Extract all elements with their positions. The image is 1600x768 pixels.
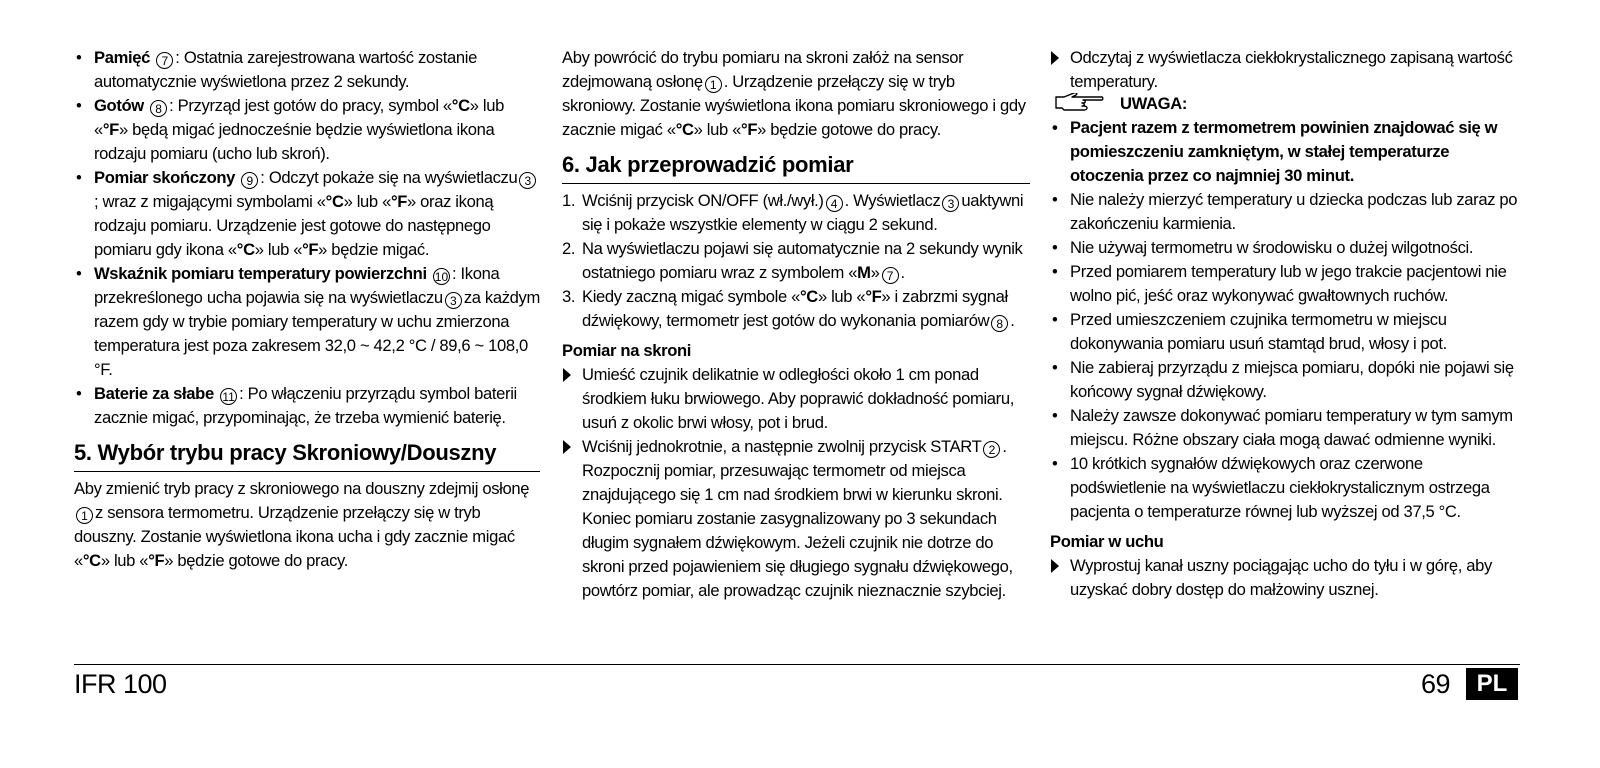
item-title: Pamięć — [94, 48, 151, 67]
warning-text: Należy zawsze dokonywać pomiaru temperatury w tym samym miejscu. Różne obszary ciała mogą dawać odmienne wyniki. — [1070, 406, 1513, 449]
list-item-memory — [74, 46, 540, 94]
warning-item — [1050, 188, 1518, 236]
page-number: 69 — [1420, 669, 1450, 699]
paragraph-text: » lub « — [100, 551, 149, 570]
item-title: Pomiar skończony — [94, 168, 236, 187]
item-title: Gotów — [94, 96, 144, 115]
fahrenheit-symbol: °F — [390, 192, 408, 211]
bullet: • — [1052, 310, 1058, 329]
warning-text: Przed pomiarem temperatury lub w jego trakcie pacjentowi nie wolno pić, jeść oraz wykonywać gwałtownych ruchów. — [1070, 262, 1507, 305]
callout-number: 11 — [220, 388, 237, 405]
step-text: uaktywni się i pokaże wszystkie elementy w ciągu 2 sekund. — [582, 191, 1024, 234]
callout-number: 2 — [983, 441, 1000, 458]
bullet: • — [1052, 262, 1058, 281]
instruction-text: Umieść czujnik delikatnie w odległości około 1 cm ponad środkiem łuku brwiowego. Aby poprawić dokładność pomiaru, usuń z okolic brwi włosy, pot i brud. — [582, 365, 1014, 432]
celsius-symbol: °C — [236, 240, 255, 259]
temple-mode-paragraph — [562, 46, 1030, 142]
warning-text: Nie używaj termometru w środowisku o dużej wilgotności. — [1070, 238, 1474, 257]
bullet: • — [1052, 406, 1058, 425]
item-text: » lub « — [94, 96, 504, 139]
memory-symbol: M — [857, 263, 871, 282]
item-text: : Ostatnia zarejestrowana wartość zostanie automatycznie wyświetlona przez 2 sekundy. — [94, 48, 477, 91]
warning-item — [1050, 308, 1518, 356]
column-middle — [562, 46, 1030, 603]
callout-number: 3 — [519, 172, 536, 189]
bullet: • — [1052, 454, 1058, 473]
paragraph-text: » będzie gotowe do pracy. — [164, 551, 349, 570]
item-text: : Ikona przekreślonego ucha pojawia się na wyświetlaczu — [94, 264, 500, 307]
callout-number: 4 — [826, 195, 843, 212]
arrow-right-icon — [1051, 559, 1059, 573]
bullet: • — [76, 168, 82, 187]
step-text: . — [900, 263, 905, 282]
column-right — [1050, 46, 1518, 602]
bullet: • — [1052, 118, 1058, 137]
warning-text: Pacjent razem z termometrem powinien znajdować się w pomieszczeniu zamkniętym, w stałej temperaturze otoczenia przez co najmniej 30 minut. — [1070, 118, 1498, 185]
bullet: • — [1052, 358, 1058, 377]
step-text: » i zabrzmi sygnał dźwiękowy, termometr jest gotów do wykonania pomiarów — [582, 287, 1008, 330]
item-text: » będą migać jednocześnie będzie wyświetlona ikona rodzaju pomiaru (ucho lub skroń). — [94, 120, 495, 163]
instruction-item — [562, 435, 1030, 603]
instruction-text: . Rozpocznij pomiar, przesuwając termometr od miejsca znajdującego się 1 cm nad środkiem brwi w kierunku skroni. Koniec pomiaru zostanie zasygnalizowany po 3 sekundach długim sygnałem dźwiękowym. Jeżeli czujnik nie dotrze do skroni przed pojawieniem się długiego sygnału dźwiękowego, powtórz pomiar, ale prowadząc czujnik nieznacznie szybciej. — [582, 437, 1013, 600]
item-text: za każdym razem gdy w trybie pomiary temperatury w uchu zmierzona temperatura jest poza zakresem 32,0 ~ 42,2 °C / 89,6 ~ 108,0 °F. — [94, 288, 540, 379]
paragraph-text: » będzie gotowe do pracy. — [757, 120, 941, 139]
step-text: . Wyświetlacz — [844, 191, 941, 210]
step-text: Na wyświetlaczu pojawi się automatycznie na 2 sekundy wynik ostatniego pomiaru wraz z symbolem « — [582, 239, 1023, 282]
warning-text: Nie należy mierzyć temperatury u dziecka podczas lub zaraz po zakończeniu karmienia. — [1070, 190, 1518, 233]
step-number: 2. — [562, 239, 576, 258]
callout-number: 7 — [882, 267, 899, 284]
section-heading-5: 5. Wybór trybu pracy Skroniowy/Douszny — [74, 438, 540, 472]
warning-item — [1050, 404, 1518, 452]
step-text: . — [1010, 311, 1015, 330]
bullet: • — [76, 48, 82, 67]
callout-number: 1 — [76, 507, 93, 524]
callout-number: 3 — [445, 292, 462, 309]
callout-number: 10 — [434, 270, 449, 284]
callout-number: 3 — [942, 195, 959, 212]
item-title: Baterie za słabe — [94, 384, 214, 403]
step-text: » — [870, 263, 880, 282]
section-heading-6: 6. Jak przeprowadzić pomiar — [562, 150, 1030, 184]
callout-number: 8 — [991, 315, 1008, 332]
note-heading — [1050, 92, 1518, 116]
warning-item — [1050, 452, 1518, 524]
warning-item — [1050, 356, 1518, 404]
arrow-right-icon — [563, 440, 571, 454]
step-text: Wciśnij przycisk ON/OFF (wł./wył.) — [582, 191, 824, 210]
step-number: 3. — [562, 287, 576, 306]
list-item-battery-low — [74, 382, 540, 430]
item-text: » lub « — [343, 192, 391, 211]
footer-divider — [74, 664, 1520, 665]
warning-text: Przed umieszczeniem czujnika termometru w miejscu dokonywania pomiaru usuń stamtąd brud, włosy i pot. — [1070, 310, 1447, 353]
item-text: » oraz ikoną rodzaju pomiaru. Urządzenie jest gotowe do następnego pomiaru gdy ikona « — [94, 192, 494, 259]
bullet: • — [1052, 238, 1058, 257]
instruction-text: Wciśnij jednokrotnie, a następnie zwolnij przycisk START — [582, 437, 982, 456]
item-text: : Przyrząd jest gotów do pracy, symbol « — [169, 96, 452, 115]
step-3 — [562, 285, 1030, 333]
warning-text: Nie zabieraj przyrządu z miejsca pomiaru, dopóki nie pojawi się końcowy sygnał dźwiękowy. — [1070, 358, 1514, 401]
note-label: UWAGA: — [1120, 94, 1188, 113]
subheading-ear: Pomiar w uchu — [1050, 532, 1164, 551]
instruction-item — [1050, 46, 1518, 94]
fahrenheit-symbol: °F — [741, 120, 758, 139]
item-text: » lub « — [254, 240, 303, 259]
paragraph-text: z sensora termometru. Urządzenie przełączy się w tryb douszny. Zostanie wyświetlona ikona ucha i gdy zacznie migać « — [74, 503, 515, 570]
footer-model-name: IFR 100 — [74, 669, 167, 699]
item-text: : Po włączeniu przyrządu symbol baterii zacznie migać, przypominając, że trzeba wymienić baterię. — [94, 384, 517, 427]
warning-item — [1050, 260, 1518, 308]
callout-number: 1 — [705, 76, 722, 93]
paragraph-text: Aby zmienić tryb pracy z skroniowego na douszny zdejmij osłonę — [74, 479, 530, 498]
celsius-symbol: °C — [800, 287, 818, 306]
celsius-symbol: °C — [675, 120, 694, 139]
list-item-finished — [74, 166, 540, 262]
arrow-right-icon — [563, 368, 571, 382]
step-text: Kiedy zaczną migać symbole « — [582, 287, 801, 306]
item-text: » będzie migać. — [318, 240, 430, 259]
fahrenheit-symbol: °F — [865, 287, 882, 306]
step-text: » lub « — [817, 287, 866, 306]
warning-item — [1050, 236, 1518, 260]
callout-number: 9 — [241, 172, 258, 189]
instruction-item — [1050, 554, 1518, 602]
warning-text: 10 krótkich sygnałów dźwiękowych oraz czerwone podświetlenie na wyświetlaczu ciekłokrystalicznym ostrzega pacjenta o temperaturze równej lub wyższej od 37,5 °C. — [1070, 454, 1490, 521]
bullet: • — [76, 96, 82, 115]
item-title: Wskaźnik pomiaru temperatury powierzchni — [94, 264, 427, 283]
fahrenheit-symbol: °F — [102, 120, 119, 139]
celsius-symbol: °C — [451, 96, 470, 115]
instruction-text: Wyprostuj kanał uszny pociągając ucho do tyłu i w górę, aby uzyskać dobry dostęp do małżowiny usznej. — [1070, 556, 1492, 599]
language-badge: PL — [1466, 668, 1518, 700]
instruction-text: Odczytaj z wyświetlacza ciekłokrystalicznego zapisaną wartość temperatury. — [1070, 48, 1513, 91]
callout-number: 7 — [156, 52, 173, 69]
list-item-surface-indicator — [74, 262, 540, 382]
celsius-symbol: °C — [325, 192, 344, 211]
item-text: : Odczyt pokaże się na wyświetlaczu — [260, 168, 518, 187]
warning-item — [1050, 116, 1518, 188]
fahrenheit-symbol: °F — [302, 240, 319, 259]
fahrenheit-symbol: °F — [148, 551, 165, 570]
pointing-hand-icon — [1054, 93, 1104, 113]
instruction-item — [562, 363, 1030, 435]
section-5-paragraph — [74, 477, 540, 573]
arrow-right-icon — [1051, 51, 1059, 65]
bullet: • — [1052, 190, 1058, 209]
bullet: • — [76, 264, 82, 283]
celsius-symbol: °C — [82, 551, 101, 570]
paragraph-text: » lub « — [693, 120, 742, 139]
item-text: ; wraz z migającymi symbolami « — [94, 192, 326, 211]
step-number: 1. — [562, 191, 576, 210]
callout-number: 8 — [150, 100, 167, 117]
step-2 — [562, 237, 1030, 285]
column-left — [74, 46, 540, 573]
bullet: • — [76, 384, 82, 403]
paragraph-text: . Urządzenie przełączy się w tryb skroniowy. Zostanie wyświetlona ikona pomiaru skroniowego i gdy zacznie migać « — [562, 72, 1026, 139]
paragraph-text: Aby powrócić do trybu pomiaru na skroni załóż na sensor zdejmowaną osłonę — [562, 48, 964, 91]
list-item-ready — [74, 94, 540, 166]
subheading-temple: Pomiar na skroni — [562, 341, 692, 360]
step-1 — [562, 189, 1030, 237]
